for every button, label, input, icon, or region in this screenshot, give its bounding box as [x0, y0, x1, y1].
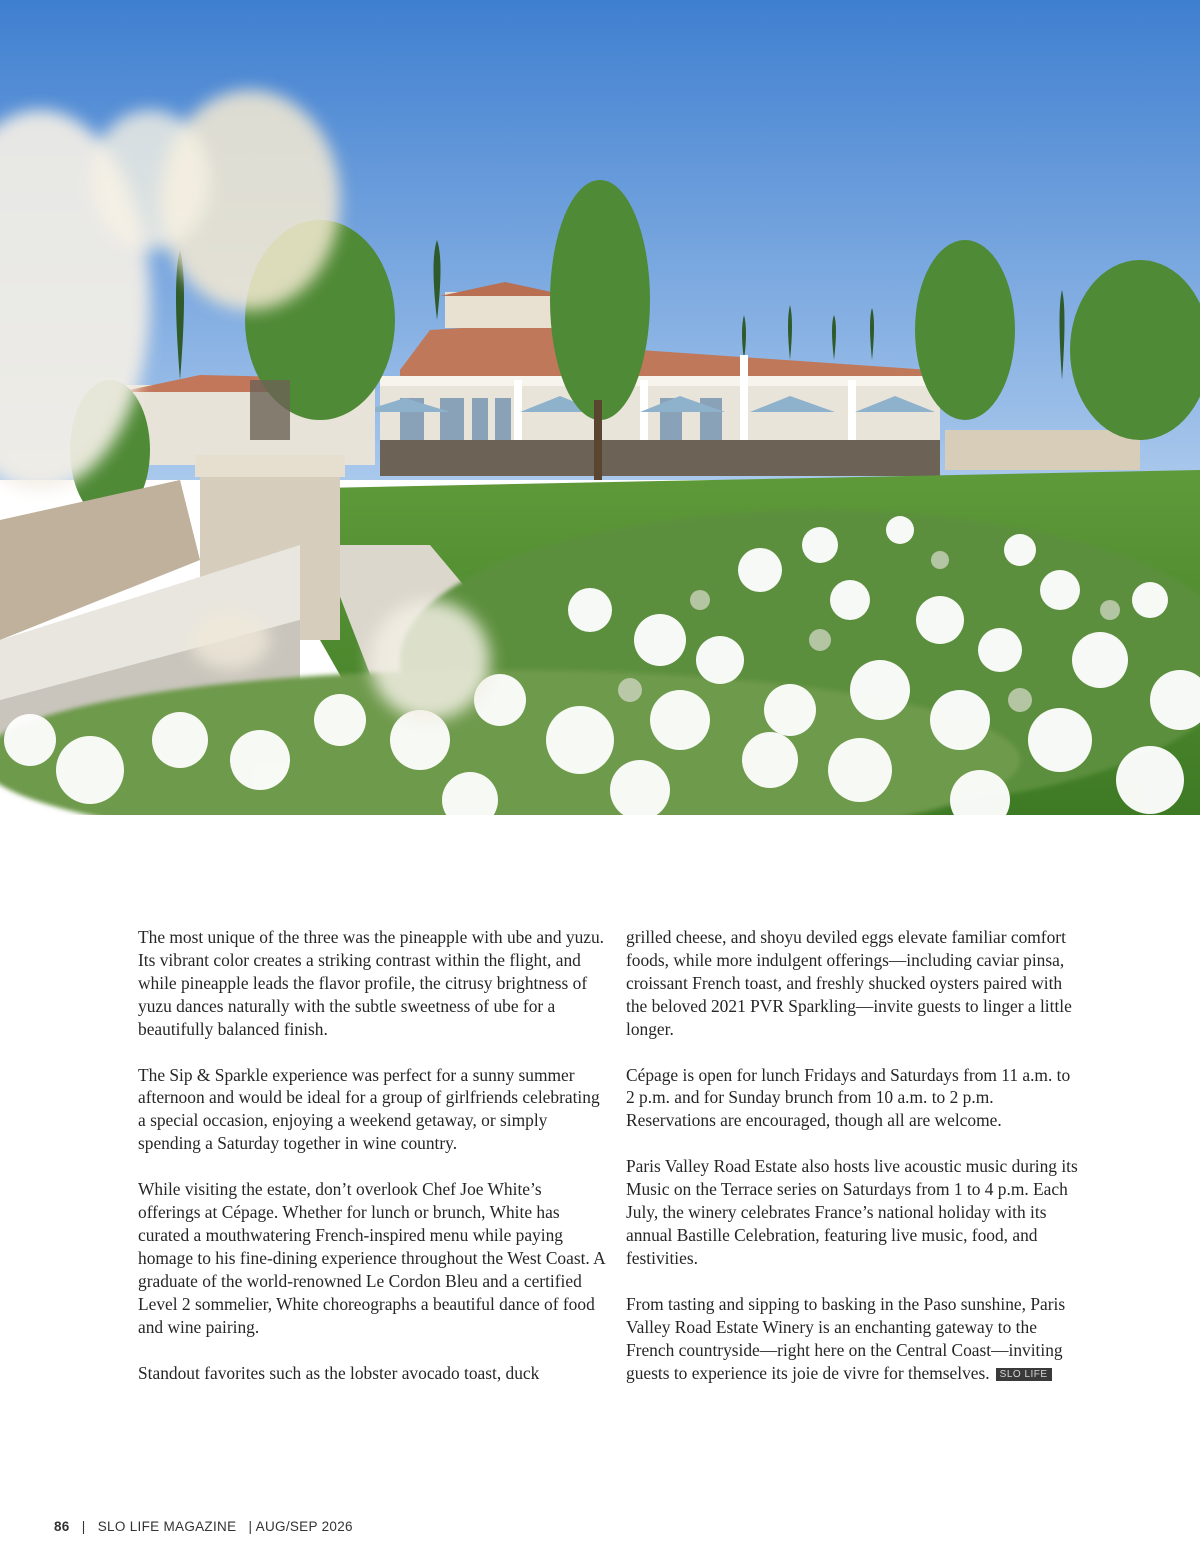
paragraph-final	[626, 1293, 1082, 1385]
paragraph: While visiting the estate, don’t overlook Chef Joe White’s offerings at Cépage. Whether for lunch or brunch, White has curated a mouthwatering French-inspired menu while paying homage to his fine-dining experience throughout the West Coast. A graduate of the world-renowned Le Cordon Bleu and a certified Level 2 sommelier, White choreographs a beautiful dance of food and wine pairing.	[138, 1179, 605, 1337]
page-footer	[54, 1519, 353, 1534]
paragraph-text: From tasting and sipping to basking in the Paso sunshine, Paris Valley Road Estate Winery is an enchanting gateway to the French countryside—right here on the Central Coast—inviting guests to experience its joie de vivre for themselves.	[626, 1293, 1066, 1383]
article-column-left	[138, 926, 608, 1407]
end-mark-logo: SLO LIFE	[996, 1368, 1052, 1381]
paragraph: Paris Valley Road Estate also hosts live acoustic music during its Music on the Terrace series on Saturdays from 1 to 4 p.m. Each July, the winery celebrates France’s national holiday with its annual Bastille Celebration, featuring live music, food, and festivities.	[626, 1156, 1078, 1268]
footer-separator: |	[81, 1519, 86, 1534]
paragraph: The Sip & Sparkle experience was perfect for a sunny summer afternoon and would be ideal for a group of girlfriends celebrating a special occasion, enjoying a weekend getaway, or simply spending a Saturday together in wine country.	[138, 1064, 600, 1154]
paragraph: Cépage is open for lunch Fridays and Saturdays from 11 a.m. to 2 p.m. and for Sunday brunch from 10 a.m. to 2 p.m. Reservations are encouraged, though all are welcome.	[626, 1064, 1071, 1131]
paragraph: Standout favorites such as the lobster avocado toast, duck	[138, 1362, 540, 1383]
page-number: 86	[54, 1519, 70, 1534]
magazine-name: SLO LIFE MAGAZINE	[97, 1519, 237, 1534]
issue-date: | AUG/SEP 2026	[248, 1519, 353, 1534]
article-column-right	[626, 926, 1082, 1407]
paragraph: grilled cheese, and shoyu deviled eggs elevate familiar comfort foods, while more indulgent offerings—including caviar pinsa, croissant French toast, and freshly shucked oysters paired with the beloved 2021 PVR Sparkling—invite guests to linger a little longer.	[626, 927, 1072, 1039]
paragraph: The most unique of the three was the pineapple with ube and yuzu. Its vibrant color creates a striking contrast within the flight, and while pineapple leads the flavor profile, the citrusy brightness of yuzu dances naturally with the subtle sweetness of ube for a beautifully balanced finish.	[138, 927, 605, 1039]
